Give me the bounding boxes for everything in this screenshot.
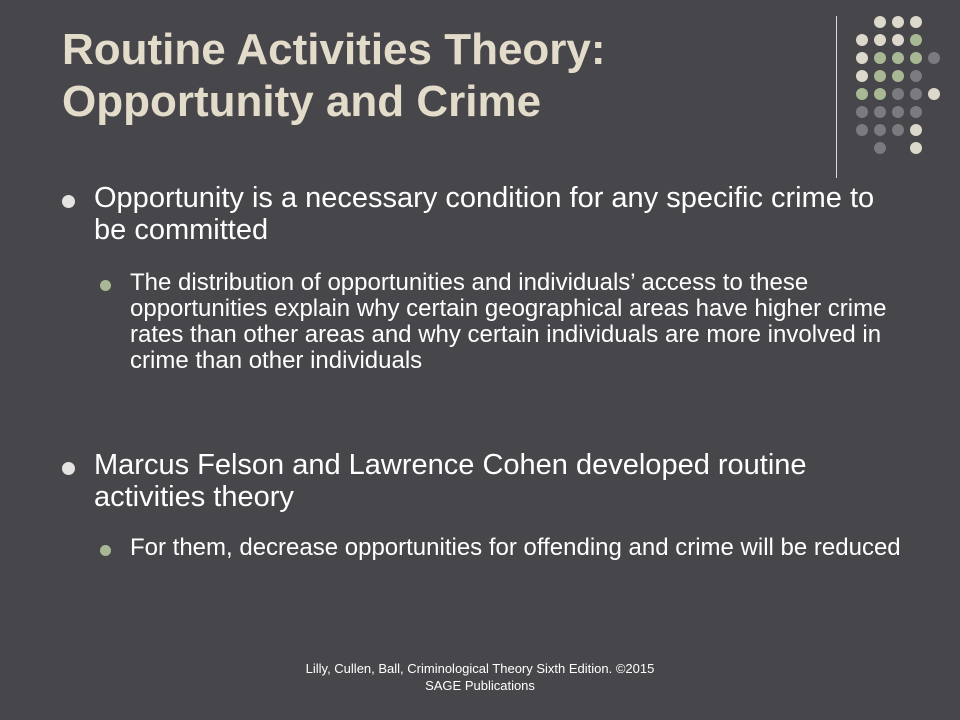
bullet-item: Marcus Felson and Lawrence Cohen developed routine activities theory — [94, 449, 807, 513]
decorative-dot — [928, 52, 940, 64]
decorative-dot — [910, 124, 922, 136]
decorative-dot — [910, 52, 922, 64]
sub-bullet-marker-icon — [100, 545, 111, 556]
decorative-dot — [874, 106, 886, 118]
decorative-dot — [856, 124, 868, 136]
decorative-dot — [892, 106, 904, 118]
decorative-dot — [856, 106, 868, 118]
decorative-dot — [910, 142, 922, 154]
decorative-dot — [910, 16, 922, 28]
bullet-marker-icon — [62, 462, 75, 475]
footer-citation: Lilly, Cullen, Ball, Criminological Theory Sixth Edition. ©2015 SAGE Publications — [305, 661, 655, 693]
decorative-dot — [928, 88, 940, 100]
decorative-dot — [856, 34, 868, 46]
decorative-dot — [910, 34, 922, 46]
decorative-dot — [892, 34, 904, 46]
decorative-dot — [910, 70, 922, 82]
decorative-dot — [874, 142, 886, 154]
bullet-marker-icon — [62, 195, 75, 208]
decorative-dot — [892, 70, 904, 82]
sub-bullet-item: For them, decrease opportunities for offending and crime will be reduced — [130, 534, 901, 561]
slide-title: Routine Activities Theory: Opportunity and Crime — [62, 25, 606, 126]
decorative-dot — [874, 70, 886, 82]
decorative-dot-grid — [0, 0, 960, 180]
bullet-item: Opportunity is a necessary condition for any specific crime to be committed — [94, 182, 875, 246]
decorative-dot — [892, 124, 904, 136]
decorative-dot — [856, 70, 868, 82]
decorative-dot — [856, 88, 868, 100]
decorative-dot — [892, 52, 904, 64]
decorative-dot — [910, 106, 922, 118]
decorative-dot — [874, 16, 886, 28]
sub-bullet-item: The distribution of opportunities and individuals’ access to these opportunities explain why certain geographical areas have higher crime rates than other areas and why certain individuals are more involved in crime than other individuals — [130, 269, 887, 374]
decorative-dot — [892, 88, 904, 100]
decorative-dot — [874, 52, 886, 64]
decorative-dot — [874, 124, 886, 136]
decorative-dot — [910, 88, 922, 100]
sub-bullet-marker-icon — [100, 280, 111, 291]
decorative-dot — [856, 52, 868, 64]
decorative-dot — [892, 16, 904, 28]
decorative-dot — [874, 34, 886, 46]
decorative-dot — [874, 88, 886, 100]
